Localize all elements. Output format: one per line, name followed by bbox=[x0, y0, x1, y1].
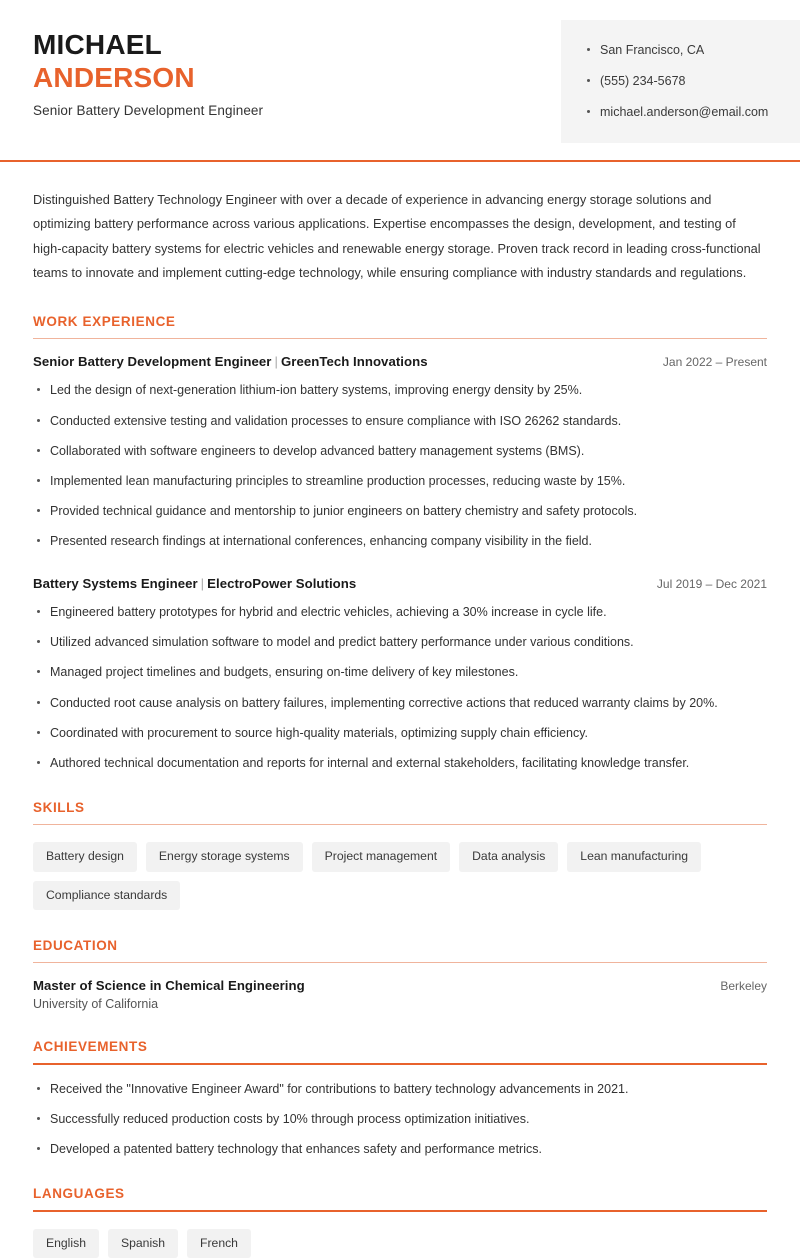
section-divider-education bbox=[33, 962, 767, 964]
bullet-item: Conducted extensive testing and validation processes to ensure compliance with ISO 26262 standards. bbox=[33, 412, 767, 430]
contact-item-location bbox=[587, 42, 800, 59]
work-entry-company: ElectroPower Solutions bbox=[207, 576, 357, 592]
section-languages bbox=[33, 1186, 767, 1258]
bullet-item: Coordinated with procurement to source high-quality materials, optimizing supply chain efficiency. bbox=[33, 724, 767, 742]
skill-tag: Compliance standards bbox=[33, 881, 180, 910]
name-last: ANDERSON bbox=[33, 62, 195, 94]
work-entry-title bbox=[33, 576, 356, 591]
work-entry bbox=[33, 354, 767, 550]
contact-phone-text: (555) 234-5678 bbox=[600, 73, 686, 88]
bullet-item: Engineered battery prototypes for hybrid and electric vehicles, achieving a 30% increase in cycle life. bbox=[33, 603, 767, 621]
contact-box bbox=[561, 20, 800, 143]
work-entry-role: Senior Battery Development Engineer bbox=[33, 354, 272, 370]
work-entry-dates: Jul 2019 – Dec 2021 bbox=[656, 577, 767, 592]
skill-tag: Project management bbox=[312, 842, 450, 871]
professional-summary: Distinguished Battery Technology Engineer with over a decade of experience in advancing energy storage solutions and optimizing battery performance across various applications. Expertise encompasses the design, development, and testing of high-capacity battery systems for electric vehicles and renewable energy storage. Proven track record in leading cross-functional teams to innovate and implement cutting-edge technology, while ensuring compliance with industry standards and regulations. bbox=[33, 191, 761, 281]
bullet-item: Collaborated with software engineers to develop advanced battery management systems (BMS). bbox=[33, 442, 767, 460]
section-divider-work-experience bbox=[33, 338, 767, 340]
section-title-education: EDUCATION bbox=[33, 937, 118, 953]
language-tag: Spanish bbox=[108, 1229, 178, 1258]
work-entry-header bbox=[33, 576, 767, 591]
job-title: Senior Battery Development Engineer bbox=[33, 103, 264, 119]
skill-tag: Lean manufacturing bbox=[567, 842, 701, 871]
section-divider-languages bbox=[33, 1210, 767, 1212]
skill-tag: Data analysis bbox=[459, 842, 558, 871]
contact-email-text: michael.anderson@email.com bbox=[600, 104, 769, 119]
section-education bbox=[33, 938, 767, 1012]
section-title-achievements: ACHIEVEMENTS bbox=[33, 1039, 148, 1055]
resume-header bbox=[0, 14, 800, 143]
contact-item-phone[interactable] bbox=[587, 73, 800, 90]
achievement-item: Developed a patented battery technology that enhances safety and performance metrics. bbox=[33, 1140, 767, 1158]
bullet-item: Presented research findings at international conferences, enhancing company visibility in the field. bbox=[33, 532, 767, 550]
work-entry-company: GreenTech Innovations bbox=[280, 354, 428, 370]
work-entry-bullets bbox=[33, 381, 767, 550]
section-divider-achievements bbox=[33, 1063, 767, 1065]
section-title-skills: SKILLS bbox=[33, 799, 85, 815]
skills-tag-list bbox=[33, 840, 767, 910]
work-entry-separator: | bbox=[274, 354, 278, 370]
section-title-work-experience: WORK EXPERIENCE bbox=[33, 313, 176, 329]
education-location: Berkeley bbox=[720, 979, 767, 994]
achievement-item: Successfully reduced production costs by 10% through process optimization initiatives. bbox=[33, 1110, 767, 1128]
language-tag: English bbox=[33, 1229, 99, 1258]
section-title-languages: LANGUAGES bbox=[33, 1186, 125, 1202]
work-entry-dates: Jan 2022 – Present bbox=[662, 355, 767, 370]
section-divider-skills bbox=[33, 824, 767, 826]
work-entry-separator: | bbox=[200, 576, 205, 592]
contact-location-text: San Francisco, CA bbox=[600, 43, 705, 57]
contact-list bbox=[587, 42, 800, 121]
achievements-list bbox=[33, 1080, 767, 1158]
education-degree: Master of Science in Chemical Engineering bbox=[33, 978, 305, 994]
work-entry-title bbox=[33, 354, 428, 369]
achievement-item: Received the "Innovative Engineer Award" for contributions to battery technology advancements in 2021. bbox=[33, 1080, 767, 1098]
language-tag: French bbox=[187, 1229, 251, 1258]
bullet-item: Conducted root cause analysis on battery failures, implementing corrective actions that reduced warranty claims by 20%. bbox=[33, 694, 767, 712]
work-entry-bullets bbox=[33, 603, 767, 772]
education-entry-header bbox=[33, 978, 767, 993]
work-entry bbox=[33, 576, 767, 772]
header-identity bbox=[33, 14, 561, 118]
contact-item-email[interactable] bbox=[587, 104, 800, 121]
bullet-item: Authored technical documentation and reports for internal and external stakeholders, facilitating knowledge transfer. bbox=[33, 754, 767, 772]
work-entry-header bbox=[33, 354, 767, 369]
education-entry bbox=[33, 978, 767, 1011]
skill-tag: Energy storage systems bbox=[146, 842, 303, 871]
education-institution: University of California bbox=[33, 997, 159, 1012]
bullet-item: Utilized advanced simulation software to model and predict battery performance under various conditions. bbox=[33, 633, 767, 651]
bullet-item: Provided technical guidance and mentorship to junior engineers on battery chemistry and safety protocols. bbox=[33, 502, 767, 520]
languages-tag-list bbox=[33, 1227, 767, 1258]
name-first: MICHAEL bbox=[33, 29, 162, 60]
bullet-item: Implemented lean manufacturing principles to streamline production processes, reducing waste by 15%. bbox=[33, 472, 767, 490]
section-achievements bbox=[33, 1039, 767, 1158]
work-entry-role: Battery Systems Engineer bbox=[33, 576, 198, 592]
bullet-item: Led the design of next-generation lithium-ion battery systems, improving energy density by 25%. bbox=[33, 381, 767, 399]
section-skills bbox=[33, 800, 767, 910]
bullet-item: Managed project timelines and budgets, ensuring on-time delivery of key milestones. bbox=[33, 663, 767, 681]
resume-content bbox=[0, 162, 800, 1258]
skill-tag: Battery design bbox=[33, 842, 137, 871]
section-work-experience bbox=[33, 314, 767, 772]
